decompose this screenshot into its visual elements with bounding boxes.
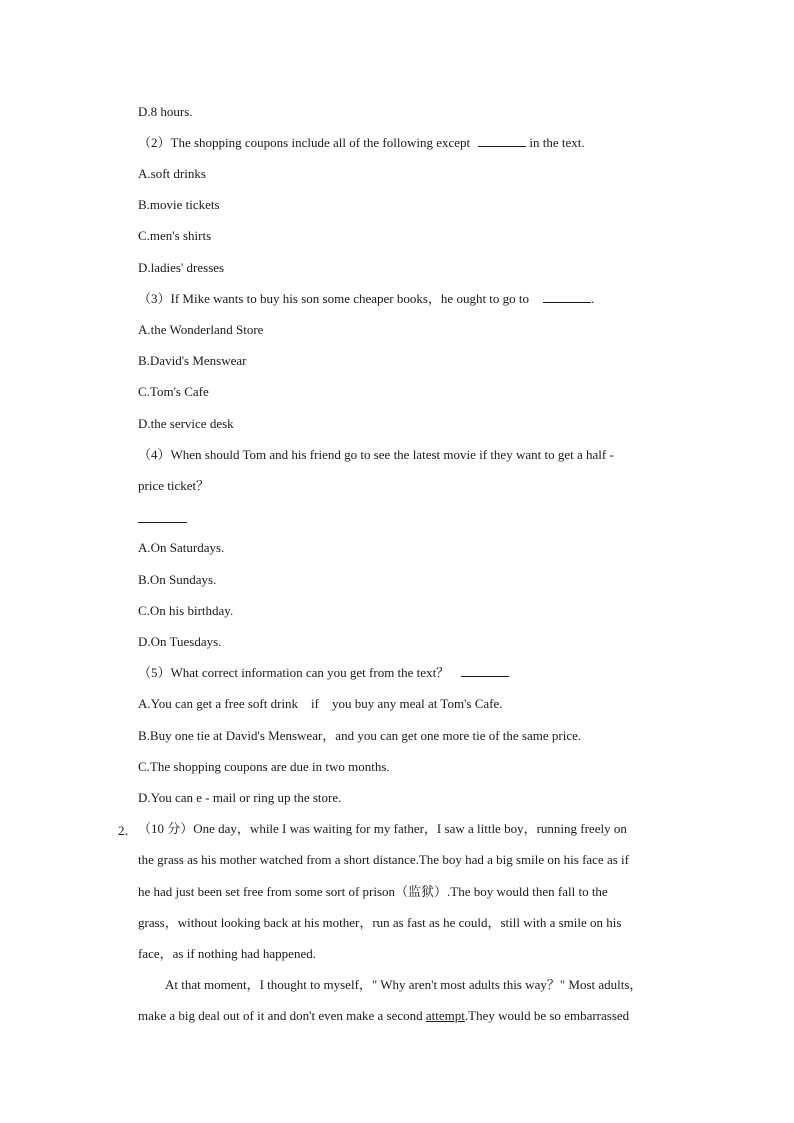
question-5-option-d: D.You can e - mail or ring up the store. — [138, 790, 342, 805]
question-5-option-a: A.You can get a free soft drink if you buy any meal at Tom's Cafe. — [138, 696, 503, 711]
question-2-stem-before: （2）The shopping coupons include all of the following except — [138, 135, 471, 150]
question-4-option-b: B.On Sundays. — [138, 572, 217, 587]
question-3-option-a: A.the Wonderland Store — [138, 322, 264, 337]
answer-blank — [478, 134, 526, 147]
question-number: 2． — [118, 823, 138, 838]
question-5-stem-text: （5）What correct information can you get from the text？ — [138, 665, 450, 680]
question-4-option-c: C.On his birthday. — [138, 603, 234, 618]
passage-line: （10 分）One day，while I was waiting for my father，I saw a little boy，running freely on — [138, 821, 627, 836]
question-4-option-d: D.On Tuesdays. — [138, 634, 222, 649]
passage-text: make a big deal out of it and don't even make a second — [138, 1008, 423, 1023]
passage-line: the grass as his mother watched from a short distance.The boy had a big smile on his face as if — [138, 852, 629, 867]
passage-line: At that moment，I thought to myself，" Why aren't most adults this way？" Most adults， — [165, 977, 643, 992]
question-4-stem-line-1: （4）When should Tom and his friend go to see the latest movie if they want to get a half - — [138, 447, 614, 462]
passage-line: face，as if nothing had happened. — [138, 946, 316, 961]
question-3-option-d: D.the service desk — [138, 416, 234, 431]
question-2-stem-after: in the text. — [529, 135, 585, 150]
question-2-option-b: B.movie tickets — [138, 197, 220, 212]
question-2-stem — [138, 134, 585, 152]
passage-text: .They would be so embarrassed — [464, 1008, 630, 1023]
question-5-stem — [138, 664, 509, 682]
passage-line: he had just been set free from some sort of prison（监狱）.The boy would then fall to the — [138, 884, 608, 899]
answer-blank — [461, 664, 509, 677]
question-3-option-c: C.Tom's Cafe — [138, 384, 209, 399]
question-4-option-a: A.On Saturdays. — [138, 540, 225, 555]
question-2-option-a: A.soft drinks — [138, 166, 206, 181]
question-2-option-c: C.men's shirts — [138, 228, 212, 243]
question-5-option-c: C.The shopping coupons are due in two months. — [138, 759, 390, 774]
passage-line-last — [138, 1007, 629, 1025]
question-2-option-d: D.ladies' dresses — [138, 260, 225, 275]
question-4-stem-line-2: price ticket？ — [138, 478, 210, 493]
question-5-option-b: B.Buy one tie at David's Menswear，and you can get one more tie of the same price. — [138, 728, 582, 743]
answer-blank — [543, 290, 591, 303]
question-3-stem — [138, 290, 594, 308]
question-3-stem-end: . — [591, 291, 595, 306]
underlined-word: attempt — [425, 1008, 465, 1023]
answer-blank — [138, 522, 187, 523]
question-3-option-b: B.David's Menswear — [138, 353, 247, 368]
question-3-stem-text: （3）If Mike wants to buy his son some cheaper books，he ought to go to — [138, 291, 530, 306]
prev-option-d: D.8 hours. — [138, 104, 193, 119]
passage-line: grass，without looking back at his mother，run as fast as he could，still with a smile on his — [138, 915, 622, 930]
